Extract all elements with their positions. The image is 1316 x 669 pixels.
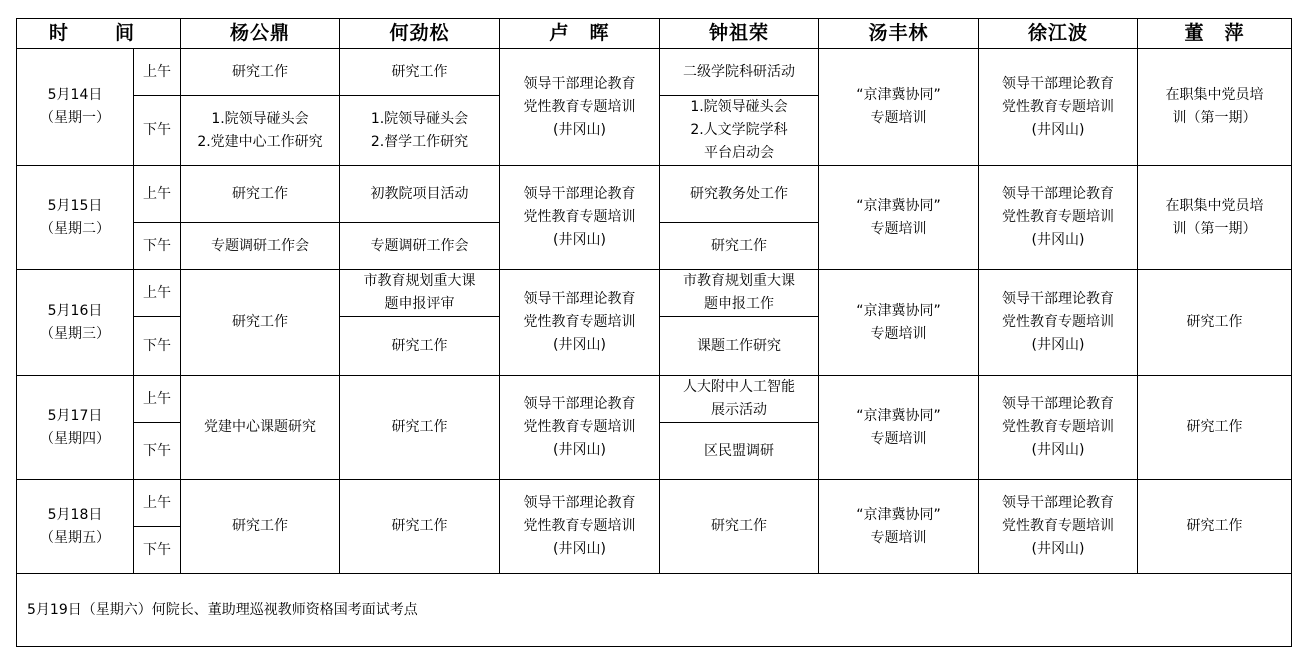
half-label-pm: 下午 [134,223,181,270]
lu-cell: 领导干部理论教育 党性教育专题培训 (井冈山) [500,480,660,574]
lu-cell: 领导干部理论教育 党性教育专题培训 (井冈山) [500,270,660,376]
yang-pm-cell: 专题调研工作会 [181,223,340,270]
xu-cell: 领导干部理论教育 党性教育专题培训 (井冈山) [979,166,1138,270]
header-time: 时 间 [17,19,181,49]
yang-pm-cell: 1.院领导碰头会 2.党建中心工作研究 [181,96,340,166]
weekday-label: （星期二） [40,220,110,237]
zhong-am-cell: 市教育规划重大课 题申报工作 [660,270,819,317]
half-label-pm: 下午 [134,96,181,166]
weekday-label: （星期一） [40,110,110,126]
xu-cell: 领导干部理论教育 党性教育专题培训 (井冈山) [979,480,1138,574]
half-label-pm: 下午 [134,423,181,480]
he-pm-cell: 研究工作 [340,317,500,376]
day-row-am [17,480,1292,527]
header-person: 何劲松 [340,19,500,49]
zhong-pm-cell: 区民盟调研 [660,423,819,480]
xu-cell: 领导干部理论教育 党性教育专题培训 (井冈山) [979,376,1138,480]
tang-cell: “京津冀协同” 专题培训 [819,376,979,480]
tang-cell: “京津冀协同” 专题培训 [819,166,979,270]
lu-cell: 领导干部理论教育 党性教育专题培训 (井冈山) [500,49,660,166]
header-person: 卢 晖 [500,19,660,49]
date-label: 5月14日 [47,87,103,103]
header-person: 钟祖荣 [660,19,819,49]
zhong-pm-cell: 课题工作研究 [660,317,819,376]
half-label-am: 上午 [134,49,181,96]
note-row [17,574,1292,647]
lu-cell: 领导干部理论教育 党性教育专题培训 (井冈山) [500,166,660,270]
dong-cell: 研究工作 [1138,270,1292,376]
date-cell [17,376,134,480]
xu-cell: 领导干部理论教育 党性教育专题培训 (井冈山) [979,49,1138,166]
day-row-am [17,270,1292,317]
date-label: 5月18日 [47,506,103,523]
day-row-am [17,166,1292,223]
date-cell [17,49,134,166]
dong-cell: 在职集中党员培 训（第一期） [1138,166,1292,270]
yang-cell: 研究工作 [181,480,340,574]
half-label-am: 上午 [134,166,181,223]
he-pm-cell: 专题调研工作会 [340,223,500,270]
dong-cell: 在职集中党员培 训（第一期） [1138,49,1292,166]
half-label-am: 上午 [134,376,181,423]
date-cell [17,166,134,270]
zhong-am-cell: 人大附中人工智能 展示活动 [660,376,819,423]
tang-cell: “京津冀协同” 专题培训 [819,270,979,376]
tang-cell: “京津冀协同” 专题培训 [819,49,979,166]
weekday-label: （星期三） [40,325,110,342]
date-label: 5月15日 [47,197,103,214]
header-person: 杨公鼎 [181,19,340,49]
dong-cell: 研究工作 [1138,480,1292,574]
yang-cell: 党建中心课题研究 [181,376,340,480]
header-person: 汤丰林 [819,19,979,49]
zhong-cell: 研究工作 [660,480,819,574]
he-am-cell: 市教育规划重大课 题申报评审 [340,270,500,317]
half-label-am: 上午 [134,480,181,527]
header-person: 董 萍 [1138,19,1292,49]
day-row-am [17,376,1292,423]
date-cell [17,480,134,574]
yang-am-cell: 研究工作 [181,166,340,223]
he-am-cell: 初教院项目活动 [340,166,500,223]
tang-cell: “京津冀协同” 专题培训 [819,480,979,574]
half-label-pm: 下午 [134,527,181,574]
note-cell [17,574,1292,647]
zhong-am-cell: 研究教务处工作 [660,166,819,223]
half-label-am: 上午 [134,270,181,317]
he-cell: 研究工作 [340,376,500,480]
date-cell [17,270,134,376]
half-label-pm: 下午 [134,317,181,376]
header-person: 徐江波 [979,19,1138,49]
day-row-am [17,49,1292,96]
xu-cell: 领导干部理论教育 党性教育专题培训 (井冈山) [979,270,1138,376]
weekday-label: （星期四） [40,430,110,447]
zhong-pm-cell: 1.院领导碰头会 2.人文学院学科 平台启动会 [660,96,819,166]
he-am-cell: 研究工作 [340,49,500,96]
lu-cell: 领导干部理论教育 党性教育专题培训 (井冈山) [500,376,660,480]
he-cell: 研究工作 [340,480,500,574]
he-pm-cell: 1.院领导碰头会 2.督学工作研究 [340,96,500,166]
schedule-table [16,18,1292,647]
yang-cell: 研究工作 [181,270,340,376]
note-text: 5月19日（星期六）何院长、董助理巡视教师资格国考面试考点 [27,601,418,618]
weekday-label: （星期五） [40,529,110,546]
date-label: 5月16日 [47,302,103,319]
dong-cell: 研究工作 [1138,376,1292,480]
header-row [17,19,1292,49]
zhong-am-cell: 二级学院科研活动 [660,49,819,96]
yang-am-cell: 研究工作 [181,49,340,96]
zhong-pm-cell: 研究工作 [660,223,819,270]
date-label: 5月17日 [47,407,103,424]
